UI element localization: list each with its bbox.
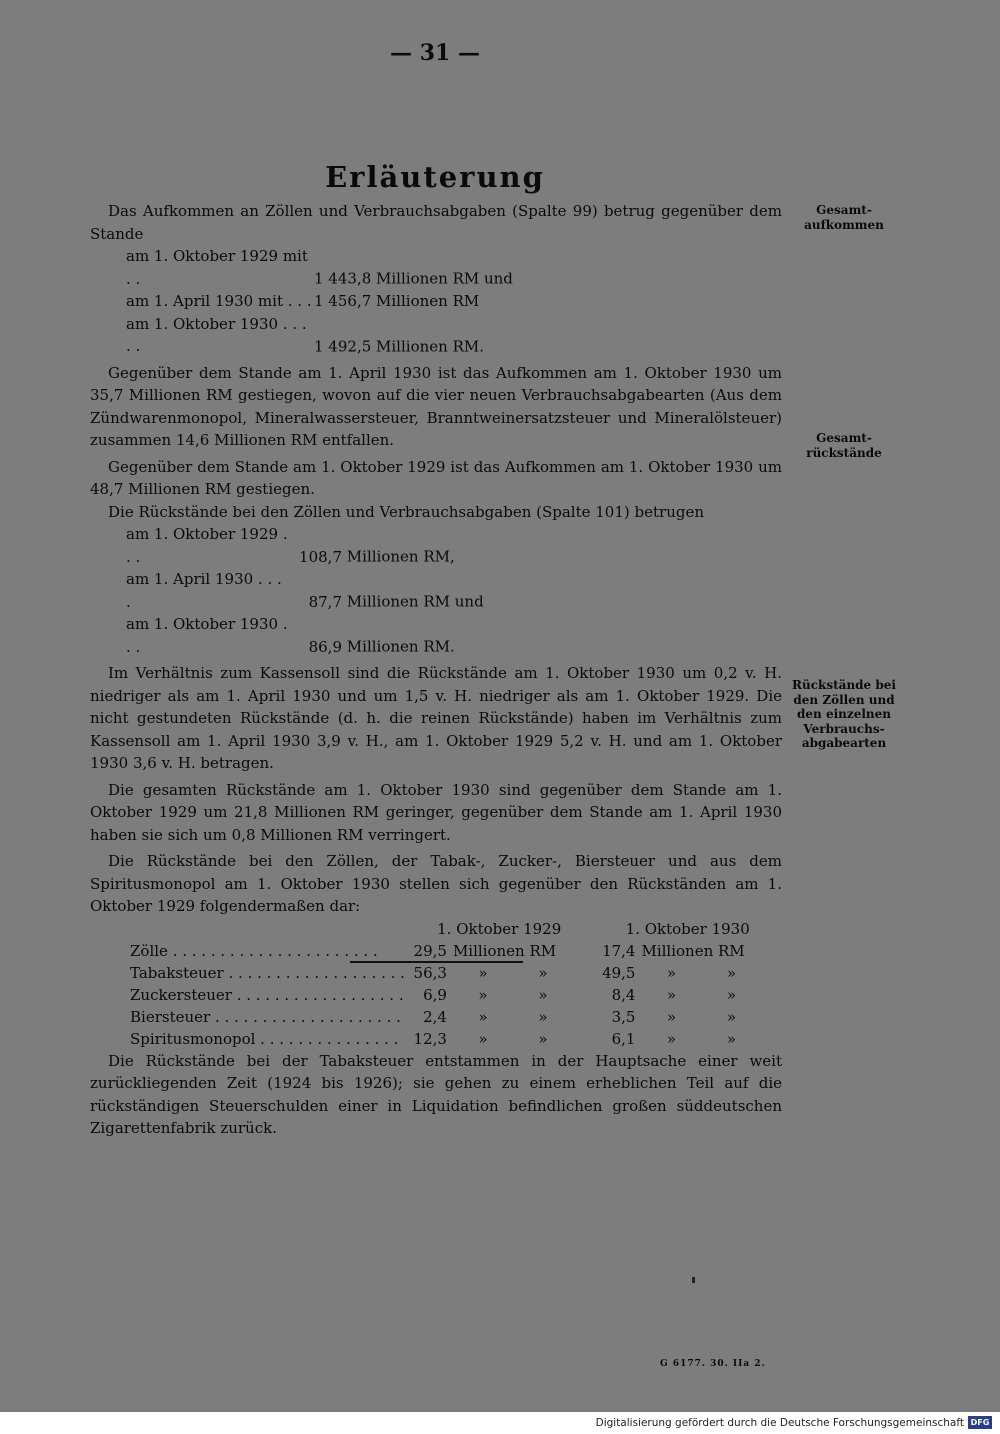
footer-credit: Digitalisierung gefördert durch die Deutsche Forschungsgemeinschaft [595,1417,964,1429]
page-speck [692,1277,695,1283]
value-1930: 17,4 [602,941,636,960]
rueckstaende-table [130,918,782,1050]
table-row [130,940,782,962]
sidenote-gesamtaufkommen: Gesamt- aufkommen [804,203,884,232]
row-label: Zölle . . . . . . . . . . . . . . . . . . . . . . [130,941,378,960]
paragraph-aufkommen-1: Gegenüber dem Stande am 1. April 1930 ist das Aufkommen am 1. Oktober 1930 um 35,7 Millionen RM gestiegen, wovon auf die vier neuen Verbrauchsabgabearten (Aus dem Zündwarenmonopol, Mineralwassersteuer, Branntweinersatzsteuer und Mineralölsteuer) zusammen 14,6 Millionen RM entfallen. [90,363,782,449]
aufkommen-line: am 1. Oktober 1929 mit . . 1 443,8 Millionen RM und [126,247,513,288]
print-mark: G 6177. 30. IIa 2. [660,1359,766,1369]
page-number: — 31 — [390,40,480,66]
row-label: Spiritusmonopol . . . . . . . . . . . . . . . [130,1029,399,1048]
unit-1930: » » [666,1007,737,1026]
sidenote-rueckstaende-einzeln: Rückstände bei den Zöllen und den einzelnen Verbrauchs- abgabearten [792,678,896,750]
table-header: 1. Oktober 1930 [625,919,750,938]
table-row [130,984,782,1006]
aufkommen-line: am 1. April 1930 mit . . . 1 456,7 Millionen RM [126,292,480,310]
unit-1930: » » [666,985,737,1004]
table-row [130,1028,782,1050]
intro-paragraph: Das Aufkommen an Zöllen und Verbrauchsabgaben (Spalte 99) betrug gegenüber dem Stande [90,202,782,243]
main-text [90,200,782,1140]
aufkommen-list [90,245,782,358]
paragraph-einzeln: Die Rückstände bei den Zöllen, der Tabak-, Zucker-, Biersteuer und aus dem Spiritusmonopol am 1. Oktober 1930 stellen sich gegenüber den Rückständen am 1. Oktober 1929 folgendermaßen dar: [90,852,782,915]
paragraph-aufkommen-2: Gegenüber dem Stande am 1. Oktober 1929 ist das Aufkommen am 1. Oktober 1930 um 48,7 Millionen RM gestiegen. [90,457,782,498]
rueckstaende-list [90,523,782,658]
value-1929: 29,5 [413,941,447,960]
rueckstaende-line: am 1. Oktober 1929 . . . 108,7 Millionen RM, [126,525,455,566]
paragraph-gesamt: Die gesamten Rückstände am 1. Oktober 1930 sind gegenüber dem Stande am 1. Oktober 1929 um 21,8 Millionen RM geringer, gegenüber dem Stande am 1. April 1930 haben sie sich um 0,8 Millionen RM verringert. [90,780,782,844]
aufkommen-line: am 1. Oktober 1930 . . . . . 1 492,5 Millionen RM. [126,314,484,355]
value-1930: 3,5 [611,1007,636,1026]
section-divider [350,961,523,963]
value-1929: 12,3 [413,1029,447,1048]
table-header: 1. Oktober 1929 [437,919,562,938]
unit-1929: » » [478,1007,548,1026]
value-1930: 8,4 [611,985,636,1004]
rueckstaende-line: am 1. April 1930 . . . . 87,7 Millionen RM und [126,570,484,611]
table-row [130,962,782,984]
value-1930: 6,1 [611,1029,636,1048]
row-label: Biersteuer . . . . . . . . . . . . . . . . . . . . [130,1007,401,1026]
row-label: Tabaksteuer . . . . . . . . . . . . . . . . . . . [130,963,405,982]
paragraph-tabak: Die Rückstände bei der Tabaksteuer entstammen in der Hauptsache einer weit zurückliegenden Zeit (1924 bis 1926); sie gehen zu einem erheblichen Teil auf die rückständigen Steuerschulden einer in Liquidation befindlichen großen süddeutschen Zigarettenfabrik zurück. [90,1051,782,1137]
value-1929: 56,3 [413,963,447,982]
unit-1930: » » [666,1029,737,1048]
paragraph-verhaeltnis: Im Verhältnis zum Kassensoll sind die Rückstände am 1. Oktober 1930 um 0,2 v. H. niedriger als am 1. April 1930 und um 1,5 v. H. niedriger als am 1. Oktober 1929. Die nicht gestundeten Rückstände (d. h. die reinen Rückstände) haben im Verhältnis zum Kassensoll am 1. April 1930 3,9 v. H., am 1. Oktober 1929 5,2 v. H. und am 1. Oktober 1930 3,6 v. H. betragen. [90,664,782,772]
table-header-row [130,918,782,940]
sidenote-gesamtrueckstaende: Gesamt- rückstände [806,431,882,460]
value-1929: 6,9 [423,985,447,1004]
unit-1929: Millionen RM [452,941,557,960]
unit-1930: » » [666,963,737,982]
value-1930: 49,5 [602,963,636,982]
rueckstaende-line: am 1. Oktober 1930 . . . 86,9 Millionen RM. [126,615,455,656]
unit-1930: Millionen RM [641,941,745,960]
table-row [130,1006,782,1028]
row-label: Zuckersteuer . . . . . . . . . . . . . . . . . . [130,985,404,1004]
dfg-logo: DFG [968,1416,992,1429]
page-title: Erläuterung [325,160,545,194]
value-1929: 2,4 [423,1007,447,1026]
unit-1929: » » [478,963,548,982]
unit-1929: » » [478,985,548,1004]
intro-rueckstaende: Die Rückstände bei den Zöllen und Verbrauchsabgaben (Spalte 101) betrugen [108,502,704,521]
unit-1929: » » [478,1029,548,1048]
